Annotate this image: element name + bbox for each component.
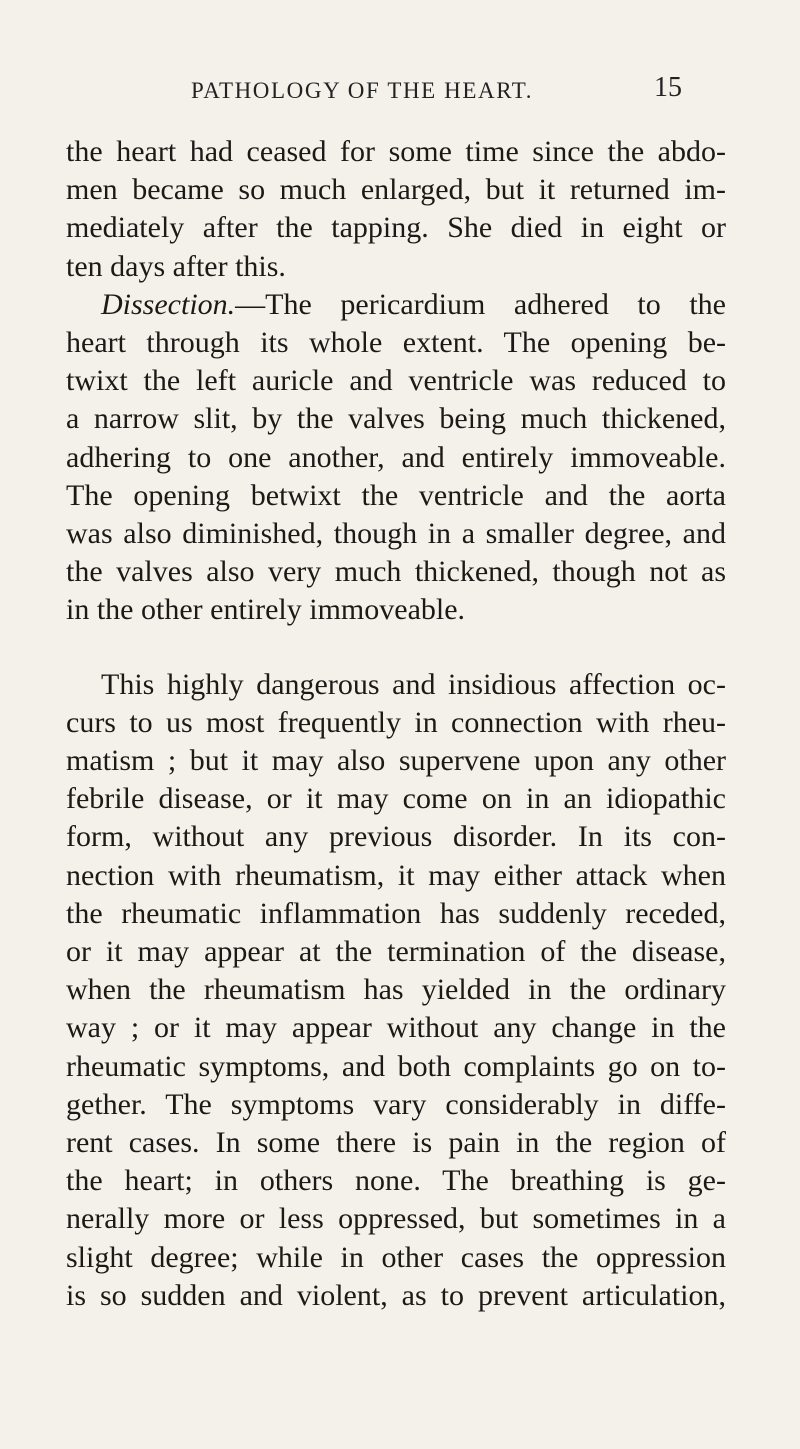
text-line: matism ; but it may also supervene upon any other: [66, 744, 726, 778]
text-line: slight degree; while in other cases the oppression: [66, 1240, 726, 1274]
text-line: The opening betwixt the ventricle and the aorta: [66, 478, 726, 512]
text-line: the heart had ceased for some time since the abdo-: [66, 135, 726, 168]
text-line: mediately after the tapping. She died in eight or: [66, 211, 726, 245]
text-line: rheumatic symptoms, and both complaints go on to-: [66, 1049, 726, 1083]
text-line: nerally more or less oppressed, but sometimes in a: [66, 1202, 726, 1236]
text-line: when the rheumatism has yielded in the ordinary: [66, 973, 726, 1007]
text-line: heart through its whole extent. The opening be-: [66, 326, 726, 360]
text-line: gether. The symptoms vary considerably in diffe-: [66, 1087, 726, 1121]
text-line: twixt the left auricle and ventricle was reduced to: [66, 364, 726, 398]
text-line: curs to us most frequently in connection with rheu-: [66, 705, 726, 739]
text-line: the rheumatic inflammation has suddenly receded,: [66, 896, 726, 930]
paragraph-continuation: [66, 133, 726, 286]
text-line: was also diminished, though in a smaller degree, and: [66, 517, 726, 551]
text-line: the valves also very much thickened, though not as: [66, 555, 726, 589]
dissection-heading: Dissection.: [101, 287, 236, 321]
text-line-rest: —The pericardium adhered to the: [235, 287, 726, 321]
text-line: rent cases. In some there is pain in the region of: [66, 1126, 726, 1160]
text-line: is so sudden and violent, as to prevent articulation,: [66, 1278, 726, 1312]
text-line: way ; or it may appear without any change in the: [66, 1011, 726, 1045]
text-line: the heart; in others none. The breathing is ge-: [66, 1164, 726, 1198]
text-line: men became so much enlarged, but it returned im-: [66, 173, 726, 207]
running-head: [0, 72, 800, 118]
paragraph-gap: [66, 630, 726, 666]
text-line: in the other entirely immoveable.: [66, 593, 466, 627]
text-line: This highly dangerous and insidious affection oc-: [101, 667, 726, 701]
text-line: a narrow slit, by the valves being much thickened,: [66, 402, 726, 436]
text-line: ten days after this.: [66, 249, 286, 283]
text-line: form, without any previous disorder. In its con-: [66, 820, 726, 854]
text-line: febrile disease, or it may come on in an idiopathic: [66, 782, 726, 816]
paragraph-dissection: [66, 286, 726, 630]
body-text: [66, 133, 726, 1315]
text-line: nection with rheumatism, it may either attack when: [66, 858, 726, 892]
text-line: or it may appear at the termination of the disease,: [66, 935, 726, 969]
text-line: adhering to one another, and entirely immoveable.: [66, 440, 726, 474]
page-number: 15: [654, 72, 682, 103]
paragraph-discussion: [66, 666, 726, 1315]
running-title: PATHOLOGY OF THE HEART.: [191, 78, 534, 103]
text-line: [66, 286, 726, 324]
